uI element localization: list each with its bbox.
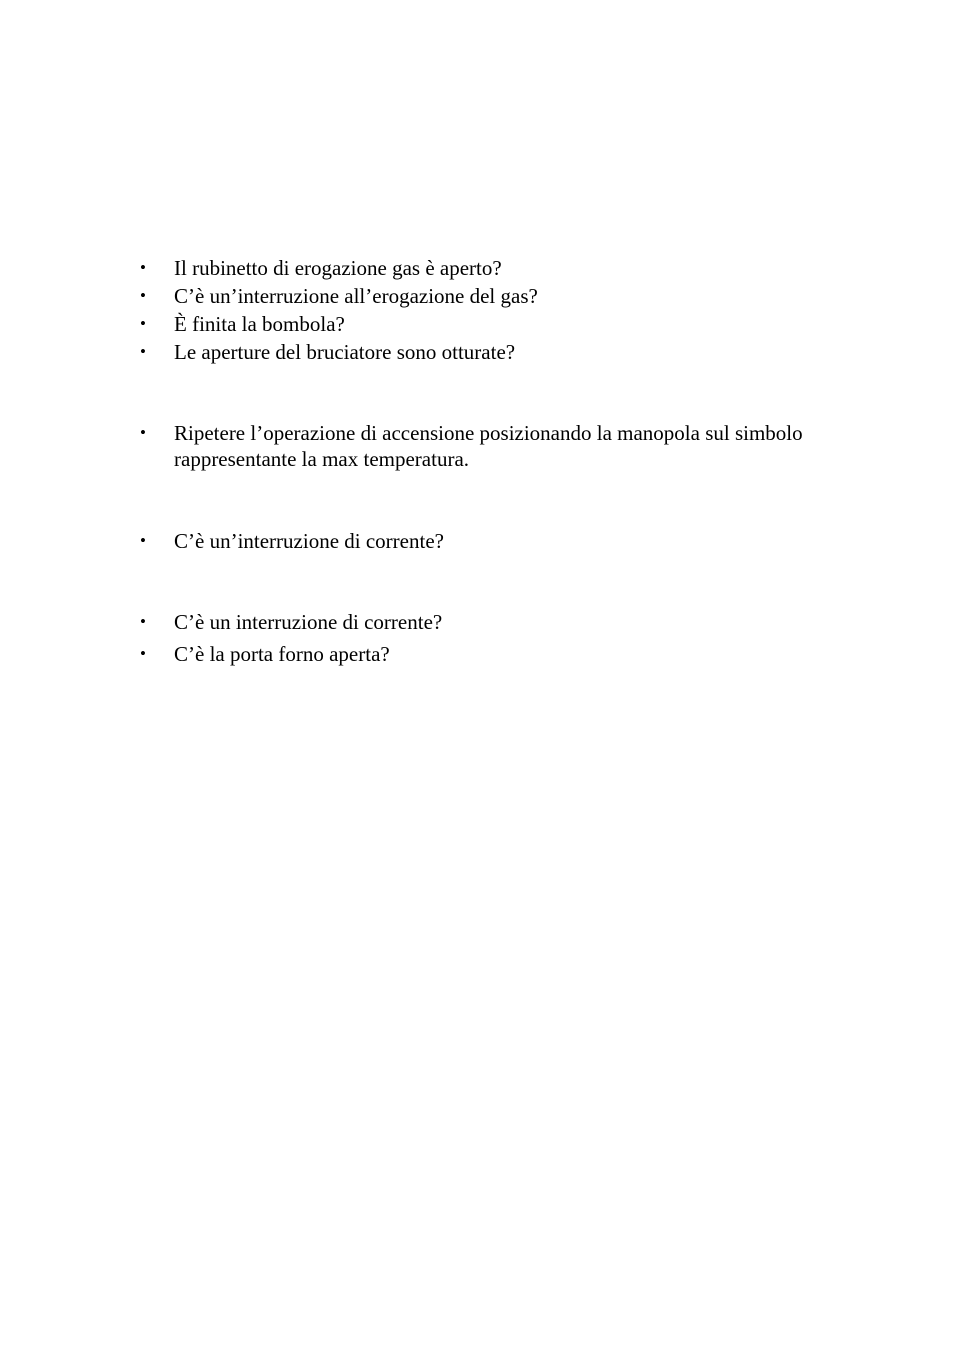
list-item	[0, 338, 954, 366]
bullet-icon: •	[140, 644, 146, 663]
list-item	[0, 254, 954, 282]
checklist-ignition	[0, 420, 954, 472]
list-item-text: C’è la porta forno aperta?	[174, 642, 390, 666]
list-item	[0, 282, 954, 310]
list-item-text: Il rubinetto di erogazione gas è aperto?	[174, 256, 502, 280]
list-item-text: Le aperture del bruciatore sono otturate?	[174, 340, 516, 364]
list-item-text: C’è un interruzione di corrente?	[174, 610, 443, 634]
list-item-text: È finita la bombola?	[174, 312, 345, 336]
list-item	[0, 420, 954, 472]
bullet-icon: •	[140, 342, 146, 361]
bullet-icon: •	[140, 314, 146, 333]
list-item-text: C’è un’interruzione di corrente?	[174, 529, 444, 553]
list-item	[0, 608, 954, 636]
bullet-icon: •	[140, 286, 146, 305]
bullet-icon: •	[140, 258, 146, 277]
checklist-oven	[0, 608, 954, 668]
checklist-power	[0, 527, 954, 555]
checklist-gas	[0, 254, 954, 366]
bullet-icon: •	[140, 612, 146, 631]
list-item	[0, 640, 954, 668]
list-item-text: Ripetere l’operazione di accensione posizionando la manopola sul simbolo rappresentante la max temperatura.	[174, 421, 803, 471]
list-item-text: C’è un’interruzione all’erogazione del gas?	[174, 284, 538, 308]
list-item	[0, 310, 954, 338]
list-item	[0, 527, 954, 555]
bullet-icon: •	[140, 531, 146, 550]
bullet-icon: •	[140, 423, 146, 442]
